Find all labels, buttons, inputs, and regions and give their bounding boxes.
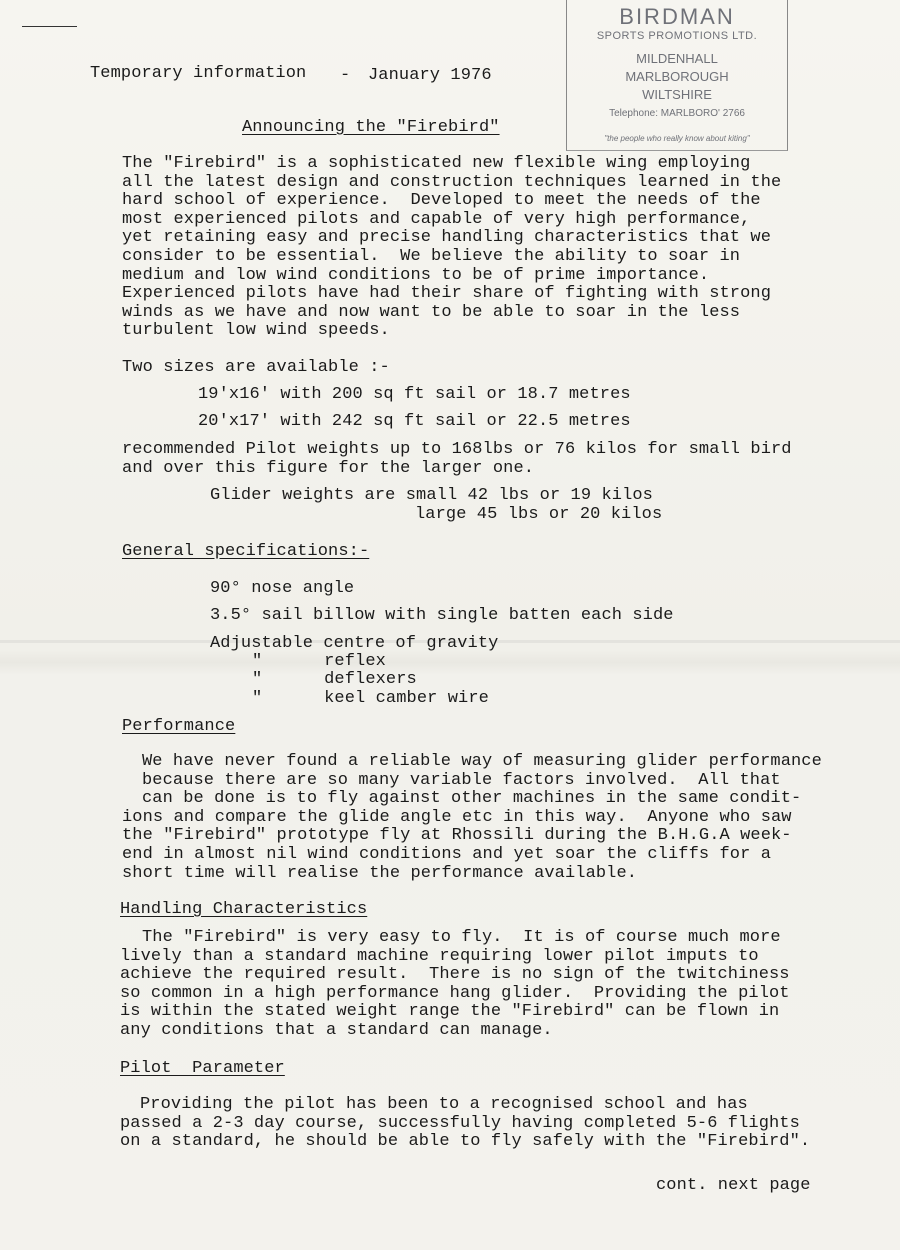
- paragraph-line: because there are so many variable factors involved. All that: [142, 770, 781, 790]
- paragraph-line: any conditions that a standard can manage.: [120, 1021, 553, 1040]
- paragraph-line: all the latest design and construction techniques learned in the: [122, 172, 782, 192]
- stamp-address-line1: MILDENHALL: [636, 51, 718, 66]
- paragraph-line: winds as we have and now want to be able to soar in the less: [122, 302, 741, 322]
- header-title: Temporary information: [90, 64, 307, 83]
- paragraph-line: achieve the required result. There is no sign of the twitchiness: [120, 965, 790, 985]
- stamp-address-line3: WILTSHIRE: [642, 87, 712, 102]
- paragraph-line: yet retaining easy and precise handling characteristics that we: [122, 228, 772, 248]
- paragraph-line: Experienced pilots have had their share of fighting with strong: [122, 284, 772, 304]
- continued-note: cont. next page: [656, 1176, 811, 1195]
- pilot-weight-line: and over this figure for the larger one.: [122, 459, 535, 478]
- spec-sail-billow: 3.5° sail billow with single batten each side: [210, 606, 674, 625]
- paragraph-line: most experienced pilots and capable of very high performance,: [122, 209, 751, 229]
- paragraph-line: medium and low wind conditions to be of prime importance.: [122, 265, 710, 285]
- stamp-subtitle: SPORTS PROMOTIONS LTD.: [596, 30, 758, 42]
- size-large: 20'x17' with 242 sq ft sail or 22.5 metres: [198, 412, 631, 431]
- corner-rule: [22, 26, 77, 27]
- paragraph-line: end in almost nil wind conditions and yet soar the cliffs for a: [122, 845, 772, 864]
- spec-centre-of-gravity: Adjustable centre of gravity: [210, 634, 499, 653]
- paragraph-line: is within the stated weight range the "Firebird" can be flown in: [120, 1002, 780, 1022]
- paragraph-line: We have never found a reliable way of measuring glider performance: [142, 752, 822, 771]
- sizes-intro: Two sizes are available :-: [122, 358, 390, 377]
- paragraph-line: short time will realise the performance available.: [122, 863, 638, 883]
- glider-weight-large: large 45 lbs or 20 kilos: [415, 505, 663, 524]
- header-date: January 1976: [368, 66, 492, 85]
- paragraph-line: so common in a high performance hang glider. Providing the pilot: [120, 983, 790, 1003]
- announce-heading: Announcing the "Firebird": [242, 118, 500, 137]
- paragraph-line: The "Firebird" is very easy to fly. It is of course much more: [142, 928, 781, 947]
- header-dash: -: [340, 66, 351, 85]
- paragraph-line: consider to be essential. We believe the ability to soar in: [122, 247, 741, 266]
- pilot-weight-line: recommended Pilot weights up to 168lbs or 76 kilos for small bird: [122, 440, 792, 459]
- stamp-telephone: Telephone: MARLBORO' 2766: [609, 108, 745, 119]
- performance-heading: Performance: [122, 717, 236, 736]
- paragraph-line: The "Firebird" is a sophisticated new flexible wing employing: [122, 154, 751, 173]
- paragraph-line: ions and compare the glide angle etc in this way. Anyone who saw: [122, 807, 792, 827]
- spec-keel-camber-wire: " keel camber wire: [252, 689, 489, 708]
- letterhead-stamp: [566, 0, 788, 151]
- stamp-slogan: "the people who really know about kiting": [604, 134, 750, 143]
- pilot-heading: Pilot Parameter: [120, 1059, 285, 1078]
- specs-heading: General specifications:-: [122, 542, 370, 561]
- paragraph-line: can be done is to fly against other machines in the same condit-: [142, 789, 802, 809]
- paragraph-line: Providing the pilot has been to a recognised school and has: [140, 1095, 748, 1114]
- handling-heading: Handling Characteristics: [120, 900, 368, 919]
- paragraph-line: the "Firebird" prototype fly at Rhossili during the B.H.G.A week-: [122, 826, 792, 846]
- spec-nose-angle: 90° nose angle: [210, 579, 355, 598]
- glider-weight-small: Glider weights are small 42 lbs or 19 kilos: [210, 486, 653, 505]
- paragraph-line: passed a 2-3 day course, successfully having completed 5-6 flights: [120, 1113, 800, 1133]
- paragraph-line: on a standard, he should be able to fly safely with the "Firebird".: [120, 1132, 811, 1152]
- paragraph-line: turbulent low wind speeds.: [122, 321, 390, 341]
- paragraph-line: hard school of experience. Developed to meet the needs of the: [122, 191, 761, 211]
- paragraph-line: lively than a standard machine requiring lower pilot imputs to: [120, 946, 759, 966]
- stamp-brand: BIRDMAN: [619, 4, 735, 29]
- size-small: 19'x16' with 200 sq ft sail or 18.7 metres: [198, 385, 631, 404]
- spec-reflex: " reflex: [252, 652, 386, 671]
- spec-deflexers: " deflexers: [252, 670, 417, 689]
- stamp-address-line2: MARLBOROUGH: [625, 69, 729, 84]
